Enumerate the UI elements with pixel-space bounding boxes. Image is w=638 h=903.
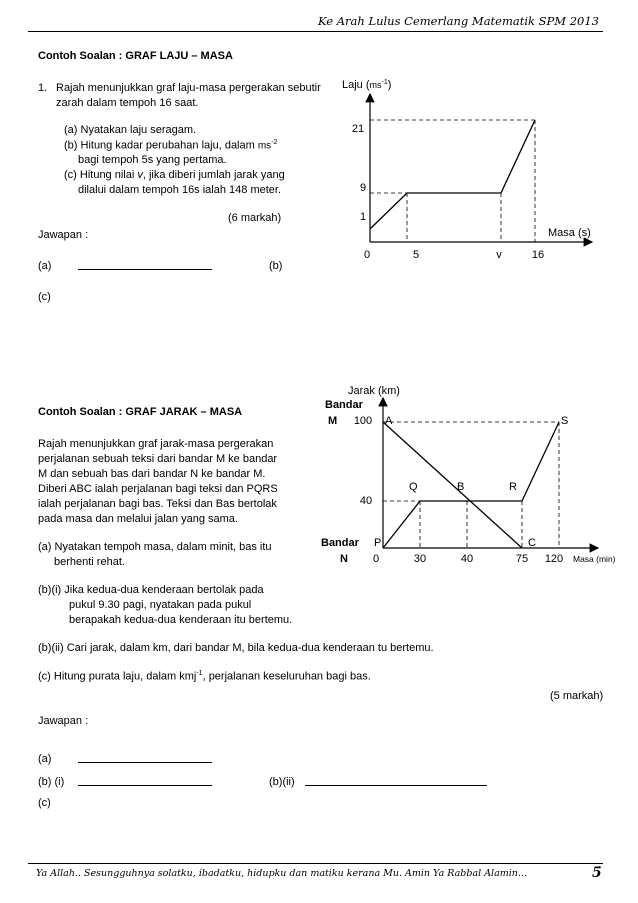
running-header: Ke Arah Lulus Cemerlang Matematik SPM 2013 (318, 14, 599, 28)
x-tick-120: 120 (544, 553, 564, 565)
q1-part-b-line1: (b) Hitung kadar perubahan laju, dalam $ms^{-2}$ (64, 139, 278, 152)
x-tick-0: 0 (372, 553, 380, 565)
x-tick-30: 30 (413, 553, 427, 565)
q1-part-b-exp: -2 (271, 139, 278, 146)
q1-answer-a-label: (a) (38, 260, 52, 272)
q1-answer-label: Jawapan : (38, 229, 89, 241)
intro-line-2: perjalanan sebuah teksi dari bandar M ke bandar (38, 453, 278, 465)
speed-x-label: Masa (s) (548, 227, 591, 239)
x-tick-5: 5 (412, 249, 420, 261)
q2-answer-bii-label: (b)(ii) (269, 776, 295, 788)
q2-answer-c-label: (c) (38, 797, 51, 809)
x-tick-75: 75 (515, 553, 529, 565)
q1-marks: (6 markah) (228, 212, 282, 224)
q1-answer-a-line[interactable] (78, 259, 212, 270)
town-n-label-2: N (340, 553, 348, 565)
point-c: C (528, 537, 536, 549)
header-rule (28, 31, 603, 32)
q2-part-bii: (b)(ii) Cari jarak, dalam km, dari bandar M, bila kedua-dua kenderaan tu bertemu. (38, 642, 434, 654)
q2-part-c-exp: -1 (196, 670, 203, 677)
speed-time-graph (330, 74, 615, 269)
q2-part-bi-line3: berapakah kedua-dua kenderaan itu bertemu. (69, 614, 293, 626)
town-m-label-1: Bandar (325, 399, 363, 411)
q2-marks: (5 markah) (550, 690, 604, 702)
intro-line-3: M dan sebuah bas dari bandar N ke bandar M. (38, 468, 266, 480)
section2-heading: Contoh Soalan : GRAF JARAK – MASA (38, 406, 243, 418)
q2-answer-a-line[interactable] (78, 752, 212, 763)
point-b: B (457, 481, 465, 493)
intro-line-5: ialah perjalanan bagi bas. Teksi dan Bas bertolak (38, 498, 277, 510)
y-tick-100: 100 (353, 415, 373, 427)
point-p: P (374, 537, 382, 549)
q1-part-c-line1: (c) Hitung nilai v, jika diberi jumlah jarak yang (64, 169, 285, 181)
q2-part-c: (c) Hitung purata laju, dalam kmj$^{-1}$, perjalanan keseluruhan bagi bas. (38, 670, 371, 683)
x-tick-v: v (496, 249, 502, 261)
point-a: A (385, 415, 393, 427)
intro-line-1: Rajah menunjukkan graf jarak-masa pergerakan (38, 438, 274, 450)
taxi-line (383, 422, 522, 548)
distance-time-graph (316, 378, 626, 573)
q2-answer-bi-label: (b) (i) (38, 776, 65, 788)
q1-answer-b-label: (b) (269, 260, 283, 272)
footer-rule (28, 863, 603, 864)
distance-y-label: Jarak (km) (348, 385, 400, 397)
point-r: R (509, 481, 517, 493)
x-tick-0: 0 (363, 249, 371, 261)
q2-part-a-line2: berhenti rehat. (54, 556, 125, 568)
speed-curve (370, 120, 535, 229)
page-number: 5 (592, 865, 602, 881)
q2-part-bi-line1: (b)(i) Jika kedua-dua kenderaan bertolak pada (38, 584, 264, 596)
q1-part-b-unit: ms (257, 140, 272, 152)
y-tick-21: 21 (351, 123, 365, 135)
y-tick-40: 40 (359, 495, 373, 507)
q2-part-a-line1: (a) Nyatakan tempoh masa, dalam minit, bas itu (38, 541, 272, 553)
q2-answer-bii-line[interactable] (305, 775, 487, 786)
q1-line1: Rajah menunjukkan graf laju-masa pergerakan sebutir (56, 82, 321, 94)
y-tick-9: 9 (359, 182, 367, 194)
q1-number: 1. (38, 82, 48, 94)
q2-answer-a-label: (a) (38, 753, 52, 765)
q2-answer-label: Jawapan : (38, 715, 89, 727)
town-m-label-2: M (328, 415, 338, 427)
q2-part-bi-line2: pukul 9.30 pagi, nyatakan pada pukul (69, 599, 252, 611)
x-tick-40: 40 (460, 553, 474, 565)
footer-text: Ya Allah.. Sesungguhnya solatku, ibadatku, hidupku dan matiku kerana Mu. Amin Ya Rabbal Alamin… (36, 868, 528, 879)
intro-line-6: pada masa dan melalui jalan yang sama. (38, 513, 238, 525)
speed-y-label: Laju $(ms^{-1})$ (342, 79, 392, 91)
town-n-label-1: Bandar (321, 537, 359, 549)
q2-answer-bi-line[interactable] (78, 775, 212, 786)
point-q: Q (409, 481, 418, 493)
distance-x-label: Masa (min) (573, 554, 616, 564)
q1-part-a: (a) Nyatakan laju seragam. (64, 124, 197, 136)
intro-line-4: Diberi ABC ialah perjalanan bagi teksi dan PQRS (38, 483, 278, 495)
q1-answer-c-label: (c) (38, 291, 51, 303)
y-tick-1: 1 (359, 211, 367, 223)
point-s: S (561, 415, 569, 427)
x-tick-16: 16 (531, 249, 545, 261)
q1-line2: zarah dalam tempoh 16 saat. (56, 97, 199, 109)
q1-part-c-line2: dilalui dalam tempoh 16s ialah 148 meter. (78, 184, 282, 196)
section1-heading: Contoh Soalan : GRAF LAJU – MASA (38, 50, 233, 62)
q1-part-b-line2: bagi tempoh 5s yang pertama. (78, 154, 227, 166)
